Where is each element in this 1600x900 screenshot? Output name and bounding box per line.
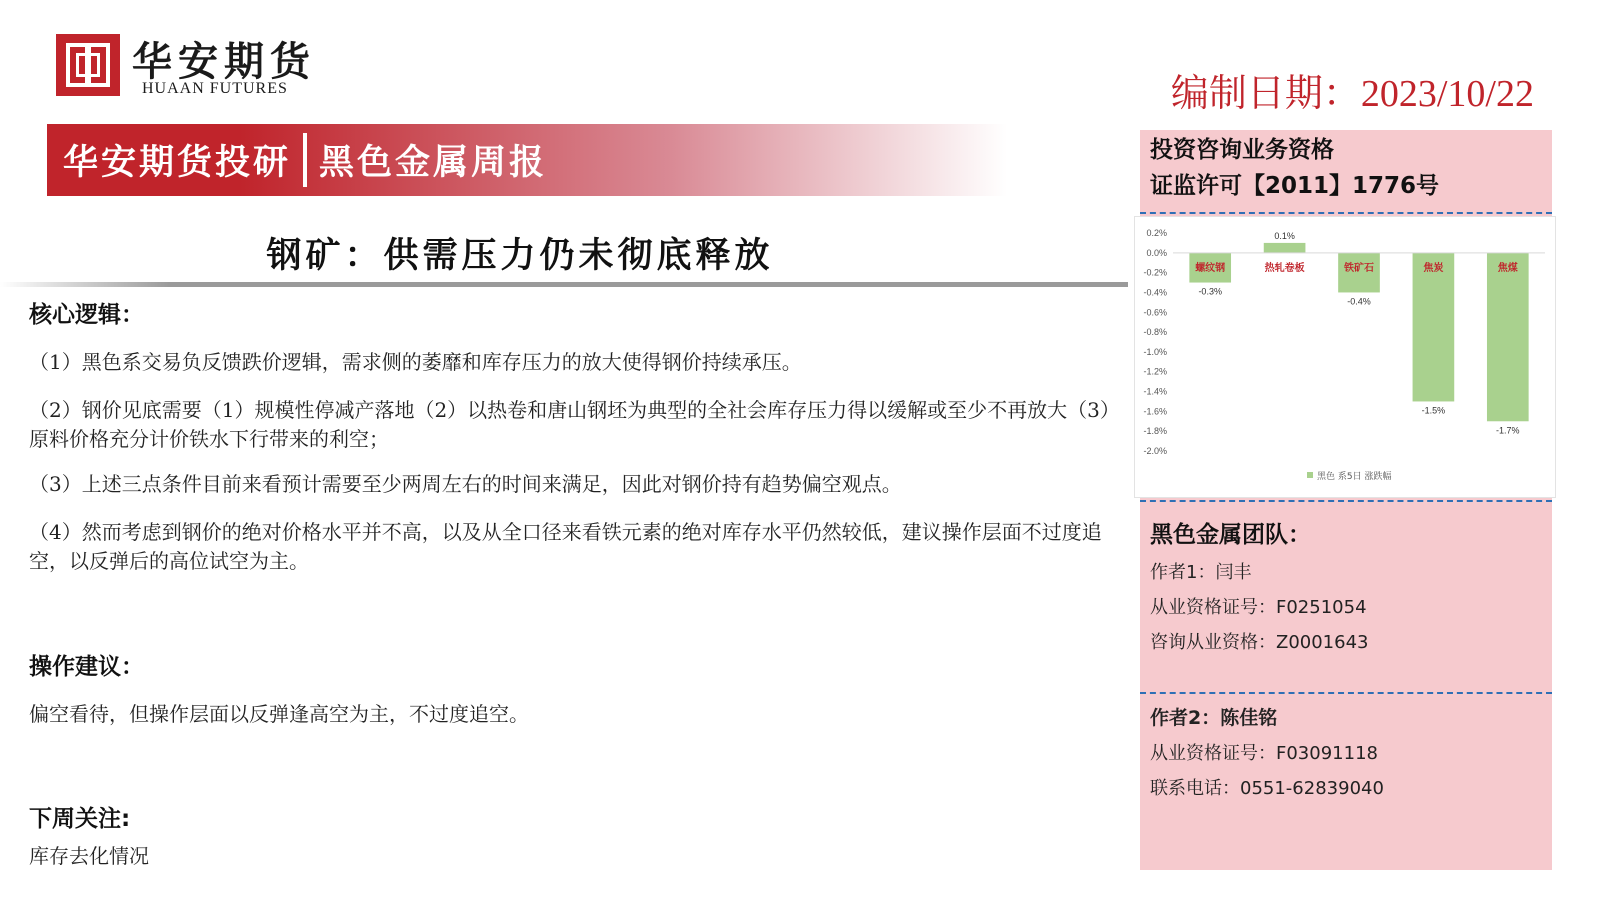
page-title: 钢矿：供需压力仍未彻底释放 — [266, 235, 774, 276]
core-logic-heading: 核心逻辑： — [29, 302, 144, 328]
y-tick-label: -0.2% — [1143, 267, 1167, 278]
logo-english-name: HUAAN FUTURES — [142, 80, 288, 97]
data-label: -0.4% — [1347, 296, 1371, 307]
dashed-divider-3 — [1140, 692, 1552, 694]
price-change-chart — [1134, 216, 1556, 498]
core-logic-paragraph-3: （3）上述三点条件目前来看预计需要至少两周左右的时间来满足，因此对钢价持有趋势偏空观点。 — [29, 472, 902, 496]
title-banner — [47, 124, 1007, 196]
y-tick-label: -1.2% — [1143, 366, 1167, 377]
y-tick-label: -1.0% — [1143, 346, 1167, 357]
author2-cert: 从业资格证号：F03091118 — [1150, 743, 1378, 764]
y-tick-label: -0.4% — [1143, 287, 1167, 298]
author1-name: 作者1：闫丰 — [1150, 562, 1252, 583]
legend-label: 黑色 系5日 涨跌幅 — [1317, 472, 1392, 482]
y-tick-label: -0.8% — [1143, 327, 1167, 338]
author1-consult: 咨询从业资格：Z0001643 — [1150, 632, 1369, 653]
next-week-text: 库存去化情况 — [29, 844, 149, 868]
logo-chinese-name: 华安期货 — [132, 38, 316, 85]
dashed-divider-2 — [1140, 500, 1552, 502]
company-logo-icon — [56, 34, 120, 96]
bar-1 — [1264, 243, 1306, 253]
core-logic-paragraph-4: （4）然而考虑到钢价的绝对价格水平并不高，以及从全口径来看铁元素的绝对库存水平仍然较低，建议操作层面不过度追空，以反弹后的高位试空为主。 — [29, 520, 1102, 573]
bar-3 — [1413, 253, 1455, 402]
y-tick-label: 0.0% — [1146, 247, 1167, 258]
core-logic-paragraph-2: （2）钢价见底需要（1）规模性停减产落地（2）以热卷和唐山钢坯为典型的全社会库存压力得以缓解或至少不再放大（3）原料价格充分计价铁水下行带来的利空； — [29, 398, 1110, 451]
operation-text: 偏空看待，但操作层面以反弹逢高空为主，不过度追空。 — [29, 702, 529, 726]
bar-4 — [1487, 253, 1529, 421]
author1-cert: 从业资格证号：F0251054 — [1150, 597, 1367, 618]
y-tick-label: -2.0% — [1143, 446, 1167, 456]
banner-divider — [303, 133, 307, 187]
category-label: 螺纹钢 — [1195, 262, 1226, 274]
y-tick-label: -1.6% — [1143, 406, 1167, 417]
y-tick-label: -1.4% — [1143, 386, 1167, 397]
legend-swatch — [1307, 472, 1313, 478]
dashed-divider-1 — [1140, 212, 1552, 214]
banner-research-label: 华安期货投研 — [63, 142, 292, 183]
category-label: 焦炭 — [1423, 262, 1444, 274]
data-label: 0.1% — [1274, 230, 1295, 241]
next-week-heading: 下周关注: — [29, 806, 131, 832]
category-label: 热轧卷板 — [1264, 262, 1305, 274]
data-label: -1.5% — [1421, 405, 1446, 416]
qualification-line-1: 投资咨询业务资格 — [1150, 137, 1334, 163]
report-date: 编制日期：2023/10/22 — [1170, 73, 1534, 115]
chart-svg — [1135, 217, 1555, 497]
author2-phone: 联系电话：0551-62839040 — [1150, 778, 1384, 799]
category-label: 焦煤 — [1497, 262, 1518, 274]
banner-report-name: 黑色金属周报 — [319, 142, 548, 183]
data-label: -1.7% — [1496, 425, 1520, 436]
operation-heading: 操作建议： — [29, 654, 144, 680]
core-logic-paragraph-1: （1）黑色系交易负反馈跌价逻辑，需求侧的萎靡和库存压力的放大使得钢价持续承压。 — [29, 350, 802, 374]
qualification-line-2: 证监许可【2011】1776号 — [1150, 173, 1440, 199]
y-tick-label: 0.2% — [1146, 228, 1167, 238]
category-label: 铁矿石 — [1344, 262, 1374, 274]
data-label: -0.3% — [1198, 286, 1222, 297]
author2-name: 作者2：陈佳铭 — [1150, 707, 1278, 729]
title-divider — [0, 282, 1128, 287]
y-tick-label: -1.8% — [1143, 426, 1167, 437]
qualification-block — [1150, 132, 1439, 204]
y-tick-label: -0.6% — [1143, 307, 1167, 318]
team-heading: 黑色金属团队： — [1150, 522, 1311, 548]
